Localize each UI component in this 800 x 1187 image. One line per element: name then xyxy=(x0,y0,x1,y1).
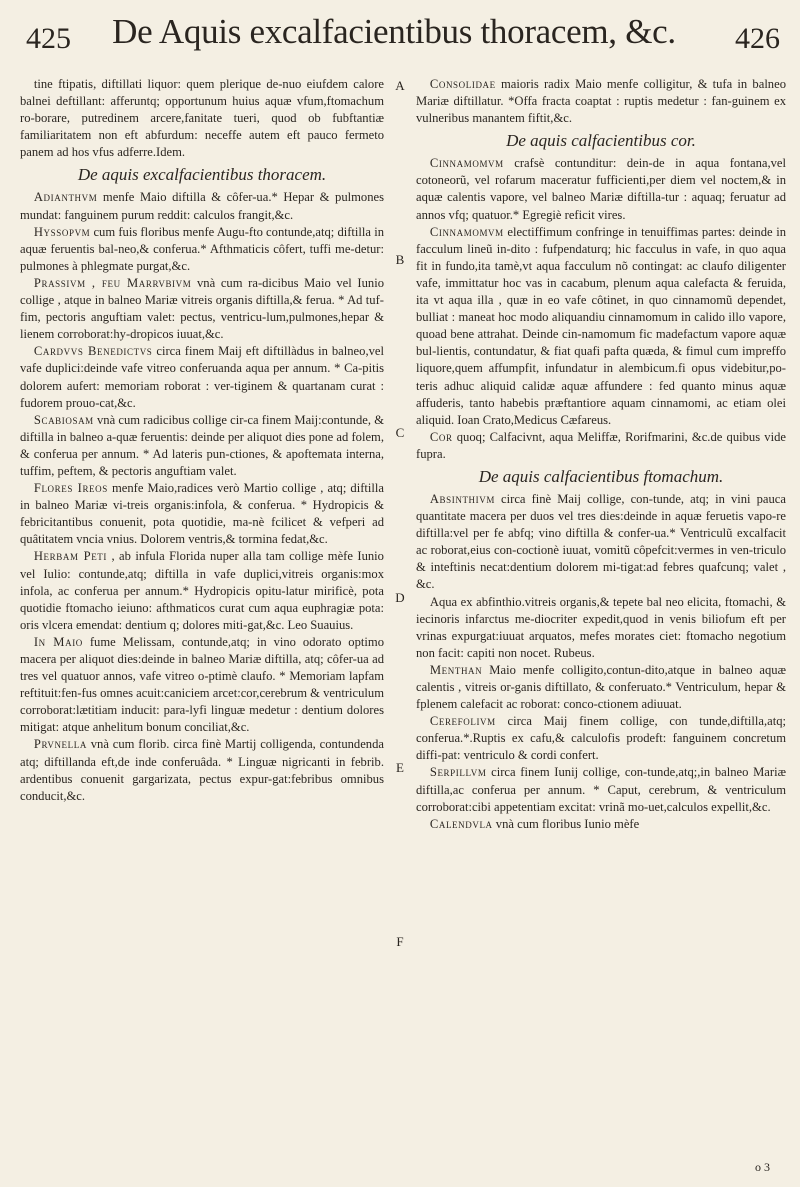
paragraph xyxy=(416,764,786,815)
paragraph xyxy=(416,76,786,127)
paragraph-text: maioris radix Maio menfe colligitur, & tufa in balneo Mariæ diftillatur. *Offa fracta coaptat : ruptis medetur : fan-guinem ex vulneribus manantem fiftit,&c. xyxy=(416,77,786,126)
lead-word: Serpillvm xyxy=(429,765,487,780)
paragraph xyxy=(20,634,384,737)
paragraph-text: circa finem Maij eft diftillàdus in balneo,vel vafe duplici:deinde vafe vitreo conferuanda aqua per annum. * Ca-pitis dolorem aufert: memoriam roborat : ver-tiginem & quartanam curat : fudorem prouo-cat,&c. xyxy=(20,344,384,410)
paragraph xyxy=(416,713,786,764)
paragraph-text: vnà cum radicibus collige cir-ca finem Maij:contunde, & diftilla in balneo a-quæ feruentis: deinde per aliquot dies pone ad folem, & conferua per annum. * Ad lateris pun-ctiones, & apoftemata interna, tuffim, peftem, & pectoris anguftiam valet. xyxy=(20,412,384,478)
lead-word: Flores Ireos xyxy=(33,481,108,496)
paragraph-text: Maio menfe colligito,contun-dito,atque in balneo aquæ calentis , vitreis or-ganis diftillato, & conferuato.* Ventriculum, hepar & fplenem calefacit ac roborat: conco-ctionem adiuuat. xyxy=(416,662,786,712)
lead-word: Hyssopvm xyxy=(33,224,91,239)
margin-letter-b: B xyxy=(395,252,405,267)
left-column xyxy=(20,76,384,1171)
paragraph xyxy=(20,224,384,275)
lead-word: Menthan xyxy=(429,662,483,677)
paragraph xyxy=(416,429,786,463)
running-title: De Aquis excalfacientibus thoracem, &c. xyxy=(112,12,676,51)
lead-word: Cor xyxy=(429,429,453,444)
paragraph xyxy=(416,594,786,662)
lead-word: Cinnamomvm xyxy=(429,156,504,171)
margin-letter-f: F xyxy=(396,934,404,949)
margin-letter-a: A xyxy=(395,78,405,93)
right-column xyxy=(416,76,786,1171)
paragraph-text: , ab infula Florida nuper alla tam collige mèfe Iunio vel Iulio: contunde,atq; diftilla in vafe duplici,vitreis organis:mox infola, ac conferua per annum.* Hydropicis opitu-latur mirificè, pota quotidie ftomacho ieiuno: afthmaticos curat cum aqua euphragiæ pota: oris vlcera emendat: dentium q; dolores miti-gat,&c. Leo Suauius. xyxy=(20,549,384,632)
paragraph xyxy=(416,662,786,713)
lead-word: Scabiosam xyxy=(33,412,94,427)
paragraph xyxy=(20,189,384,223)
paragraph-text: crafsè contunditur: dein-de in aqua fontana,vel cotoneorũ, vel rofarum maceratur fufficienti,per diem vel noctem,& in aquæ calentis vapore, vel balneo Mariæ diftilla-tur : aquaq; feruatur ad annos vfq; quatuor.* Egregiè reficit vires. xyxy=(416,156,786,222)
paragraph-text: quoq; Calfacivnt, aqua Meliffæ, Rorifmarini, &c.de quibus vide fupra. xyxy=(416,429,786,461)
paragraph-text: circa finè Maij collige, con-tunde, atq; in vini pauca quantitate macera per duos vel tres dies:deinde in aquæ feruetis vapo-re diftilla:vel per fe abfq; vino diftilla & confer-ua.* Ventriculũ excalfacit ac roborat,eius con-coctionè iuuat, vomitũ côpefcit:vermes in ven-triculo & inteftinis necat:dentium dolorem mi-tigat:ad febres quafcunq; valet , &c. xyxy=(416,491,786,592)
lead-word: Cerefolivm xyxy=(429,714,496,729)
page-header xyxy=(0,10,800,60)
paragraph-text: electiffimum confringe in tenuiffimas partes: deinde in facculum lineũ in-dito : fufpendaturq; hic facculus in vafe, in quo aqua fit in fundo,ita tamè,vt aqua facculum nõ contingat: ac claufo diligenter vafe, immittatur hoc vas in cacabum, plenum aqua calefacta & feruida, ita vt aqua illa , quæ in eo vafe côtinet, in quo cinnamomũ dependet, bulliat : maneat hoc modo aliquandiu cinnamomum in calido illo vapore, quoad bene attrahat. Deinde cin-namomum fic madefactum vapore aquæ bul-lientis, contundatur, & fiat quafi pafta quæda, & fimul cum impreffo liquore,quem affumpfit, infundatur in alembicum.fi opus videbitur,po-teris adhuc aliquid calidæ aquæ affundere : fed quanto minus aquæ affuderis, tanto habebis præftantiore aquam cinnamomi, ac etiam olei aliquid. Ioan Crato,Medicus Cæfareus. xyxy=(416,224,786,427)
margin-letter-e: E xyxy=(396,760,404,775)
margin-letter-c: C xyxy=(395,425,405,440)
lead-word: Adianthvm xyxy=(33,190,98,205)
paragraph-text: tine ftipatis, diftillati liquor: quem plerique de-nuo eiufdem calore balnei deftillant: afferuntq; opportunum huius aquæ vfum,ftomachum ro-borare, putredinem arcere,fanitate tueri, quod ob fubftantiæ familiaritatem non eft abfurdum: neceffe autem eft pauco fermeto panem ad hos vfus adferre.Idem. xyxy=(20,77,384,160)
paragraph xyxy=(416,155,786,223)
lead-word: Consolidae xyxy=(429,77,496,91)
paragraph xyxy=(20,736,384,804)
paragraph xyxy=(416,816,786,833)
paragraph-text: fume Melissam, contunde,atq; in vino odorato optimo macera per aliquot dies:deinde in balneo Mariæ diftilla, atq; côfer-ua ad tres vel quatuor annos, vafe vitreo o-ptimè claufo. * Memoriam lapfam reftituit:fen-fus omnes acuit:caniciem arcet:cor,cerebrum & ventriculum corroborat:lætitiam inducit: para-lyfi linguæ medetur : dentium dolores mitigat: atque anhelitum bonum conciliat,&c. xyxy=(20,634,384,735)
lead-word: Calendvla xyxy=(429,816,493,831)
lead-word: In Maio xyxy=(33,634,83,649)
paragraph-text: circa finem Iunij collige, con-tunde,atq;,in balneo Mariæ diftilla,ac conferua per annum. * Caput, cerebrum, & ventriculum corroborat:cibi appetentiam excitat: vrinã mo-uet,calculos expellit,&c. xyxy=(416,765,786,814)
margin-letter-d: D xyxy=(395,590,405,605)
paragraph xyxy=(20,412,384,480)
paragraph xyxy=(416,491,786,594)
paragraph xyxy=(20,76,384,161)
section-heading: De aquis excalfacientibus thoracem. xyxy=(77,165,327,185)
paragraph-text: cum fuis floribus menfe Augu-fto contunde,atq; diftilla in aquæ feruentis bal-neo,& conferua.* Afthmaticis côfert, tuffi me-detur: pulmones à phlegmate purgat,&c. xyxy=(20,224,384,273)
lead-word: Cardvvs Benedictvs xyxy=(33,344,153,359)
signature-mark: o 3 xyxy=(755,1160,770,1174)
lead-word: Prassivm , feu Marrvbivm xyxy=(33,275,192,290)
lead-word: Absinthivm xyxy=(429,491,495,506)
paragraph xyxy=(20,275,384,343)
lead-word: Herbam Peti xyxy=(33,549,107,564)
paragraph-text: menfe Maio diftilla & côfer-ua.* Hepar & pulmones mundat: fanguinem purum reddit: calculos frangit,&c. xyxy=(20,190,384,222)
section-heading: De aquis calfacientibus ftomachum. xyxy=(478,466,724,486)
section-heading: De aquis calfacientibus cor. xyxy=(506,131,696,151)
page-number-left: 425 xyxy=(26,22,71,55)
paragraph-text: vnà cum ra-dicibus Maio vel Iunio collige , atque in balneo Mariæ vitreis organis diftilla,& ferua. * Ad tuf-fim, pectoris anguftiam valet: pectus, ventricu-lum,pulmones,hepar & lienem corroborat:hy-dropicos iuuat,&c. xyxy=(20,275,384,342)
paragraph-text: menfe Maio,radices verò Martio collige , atq; diftilla in balneo Mariæ vi-treis organis:infola, & conferua. * Hydropicis & febricitantibus conuenit, pota quotidie, ma-nè fcilicet & vefperi ad quâtitatem vncia vnius. Dolorem ventris,& tormina fedat,&c. xyxy=(20,481,384,547)
page-number-right: 426 xyxy=(735,22,780,55)
lead-word: Cinnamomvm xyxy=(429,224,504,239)
paragraph xyxy=(20,548,384,633)
paragraph-text: vnà cum florib. circa finè Martij colligenda, contundenda atq; diftillanda eft,de inde conferuâda. * Linguæ nigricanti in febrib. ardentibus conuenit gargarizata, pectus expur-gat:febribus omnibus conducit,&c. xyxy=(20,737,384,803)
paragraph-text: Aqua ex abfinthio.vitreis organis,& tepete bal neo elicita, ftomachi, & iecinoris infarctus me-diocriter expedit,quod in venis biliofum eft per vrinas expurgat:iuuat arquatos, mefes morates ciet: ftomacho negotium non facit: capiti non nocet. Rubeus. xyxy=(416,594,786,660)
paragraph xyxy=(416,224,786,429)
paragraph xyxy=(20,480,384,548)
paragraph xyxy=(20,343,384,411)
paragraph-text: circa Maij finem collige, con tunde,diftilla,atq; conferua.*.Ruptis ex cafu,& calculofis prodeft: fanguinem concretum diffi-pat: ventriculo & cordi confert. xyxy=(416,714,786,763)
lead-word: Prvnella xyxy=(33,737,87,752)
paragraph-text: vnà cum floribus Iunio mèfe xyxy=(492,816,640,831)
